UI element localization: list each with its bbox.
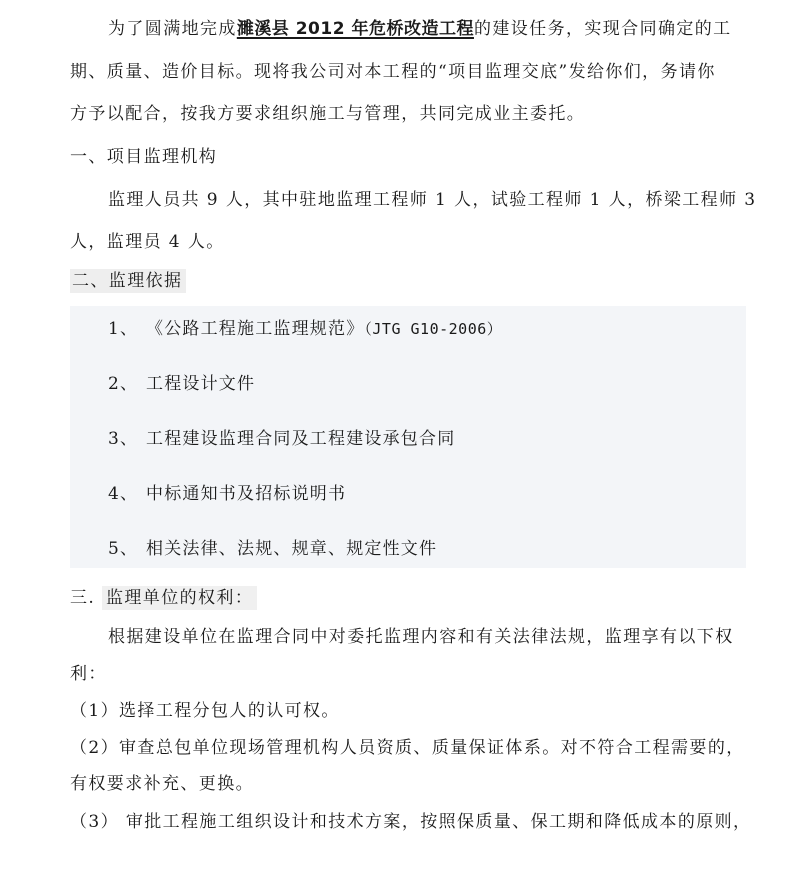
basis-item-code: （JTG G10-2006）: [364, 320, 503, 338]
section-2-heading: 二、监理依据: [70, 269, 186, 293]
section-3-item-3: （3） 审批工程施工组织设计和技术方案，按照保质量、保工期和降低成本的原则，: [70, 812, 752, 832]
section-1-heading: 一、项目监理机构: [70, 147, 218, 167]
section-1-para-line-1: 监理人员共 9 人，其中驻地监理工程师 1 人，试验工程师 1 人，桥梁工程师 3: [108, 190, 757, 210]
basis-item-text: 《公路工程施工监理规范》: [146, 319, 365, 339]
section-3-para-line-2: 利：: [70, 664, 107, 684]
basis-item-number: 3、: [108, 429, 139, 449]
intro-line-3: 方予以配合，按我方要求组织施工与管理，共同完成业主委托。: [70, 104, 586, 124]
section-3-heading: 监理单位的权利：: [102, 586, 257, 610]
basis-item-2: [108, 373, 255, 395]
basis-item-number: 2、: [108, 374, 139, 394]
section-3-item-2-line-1: （2）审查总包单位现场管理机构人员资质、质量保证体系。对不符合工程需要的，: [70, 738, 745, 758]
section-3-item-1: （1）选择工程分包人的认可权。: [70, 701, 340, 721]
basis-item-text: 中标通知书及招标说明书: [146, 484, 347, 504]
basis-item-3: [108, 428, 455, 450]
section-2-heading-wrap: [70, 270, 186, 292]
section-3-para-line-1: 根据建设单位在监理合同中对委托监理内容和有关法律法规，监理享有以下权: [108, 627, 734, 647]
section-3-heading-wrap: [70, 587, 257, 609]
intro-suffix: 的建设任务，实现合同确定的工: [473, 19, 732, 39]
basis-item-number: 4、: [108, 484, 139, 504]
intro-line-2: 期、质量、造价目标。现将我公司对本工程的“项目监理交底”发给你们，务请你: [70, 62, 716, 82]
section-3-item-2-line-2: 有权要求补充、更换。: [70, 774, 254, 794]
project-name: 濉溪县 2012 年危桥改造工程: [236, 19, 474, 39]
basis-item-text: 工程设计文件: [146, 374, 256, 394]
section-3-number: 三.: [70, 588, 96, 608]
basis-item-number: 1、: [108, 319, 139, 339]
basis-item-text: 工程建设监理合同及工程建设承包合同: [146, 429, 456, 449]
basis-item-4: [108, 483, 346, 505]
basis-item-text: 相关法律、法规、规章、规定性文件: [146, 539, 438, 559]
intro-prefix: 为了圆满地完成: [108, 19, 237, 39]
basis-item-number: 5、: [108, 539, 139, 559]
intro-line-1: [108, 18, 732, 40]
basis-item-1: [108, 318, 502, 340]
basis-item-5: [108, 538, 437, 560]
section-1-para-line-2: 人，监理员 4 人。: [70, 232, 225, 252]
